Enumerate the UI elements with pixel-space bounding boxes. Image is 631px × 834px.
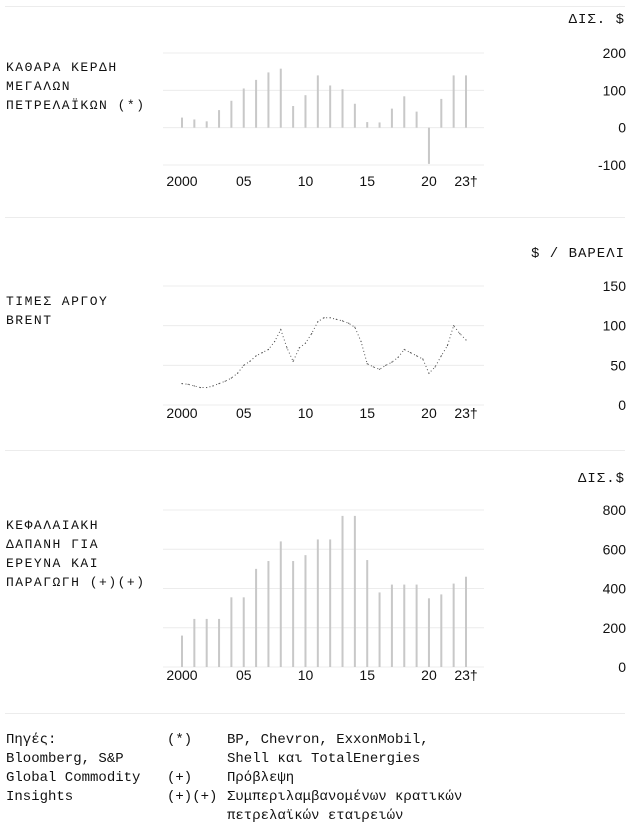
note-marker: (+)(+)	[167, 789, 218, 805]
chart-title: ΤΙΜΕΣ ΑΡΓΟΥ BRENT	[6, 294, 109, 328]
x-tick-label: 20	[421, 667, 437, 683]
bar	[292, 561, 294, 667]
x-tick-label: 2000	[166, 667, 198, 683]
y-tick-label: 0	[618, 119, 626, 136]
bar	[342, 516, 344, 667]
y-tick-label: 100	[602, 317, 626, 334]
x-tick-label: 23†	[454, 173, 478, 189]
y-tick-label: 0	[618, 659, 626, 675]
bar	[230, 597, 232, 667]
x-tick-label: 10	[297, 173, 314, 189]
sources-text: Πηγές: Bloomberg, S&P Global Commodity Insights	[6, 732, 141, 805]
bar	[218, 619, 220, 667]
note-text: Συμπεριλαμβανομένων κρατικών πετρελαϊκών εταιρειών	[227, 789, 463, 824]
bar	[391, 585, 393, 667]
bar	[440, 594, 442, 667]
bar	[366, 560, 368, 667]
bar	[329, 539, 331, 667]
bar	[403, 585, 405, 667]
bar	[193, 619, 195, 667]
bar	[206, 619, 208, 667]
x-tick-label: 23†	[454, 667, 478, 683]
chart-unit: ΔΙΣ. $	[568, 12, 625, 28]
bar	[243, 597, 245, 667]
bar	[280, 541, 282, 667]
x-tick-label: 2000	[166, 405, 198, 421]
x-tick-label: 15	[359, 173, 376, 189]
y-tick-label: 400	[602, 580, 626, 597]
x-tick-label: 05	[235, 405, 252, 421]
bar	[379, 592, 381, 667]
chart-unit: $ / ΒΑΡΕΛΙ	[530, 246, 625, 262]
y-tick-label: 100	[602, 82, 626, 99]
x-tick-label: 10	[297, 405, 314, 421]
y-tick-label: 0	[618, 397, 626, 413]
x-tick-label: 10	[297, 667, 314, 683]
note-marker: (*)	[167, 732, 193, 748]
x-tick-label: 15	[359, 405, 376, 421]
y-tick-label: 200	[602, 45, 626, 61]
x-tick-label: 20	[421, 173, 437, 189]
y-tick-label: 150	[602, 278, 626, 294]
x-tick-label: 23†	[454, 405, 478, 421]
bar	[428, 598, 430, 667]
bar	[304, 555, 306, 667]
note-text: Πρόβλεψη	[227, 770, 295, 786]
note-marker: (+)	[167, 770, 193, 786]
x-tick-label: 15	[359, 667, 376, 683]
bar	[181, 636, 183, 667]
y-tick-label: 50	[610, 357, 626, 374]
chart-unit: ΔΙΣ.$	[577, 471, 625, 487]
bar	[453, 584, 455, 667]
bar	[416, 585, 418, 667]
y-tick-label: 600	[602, 541, 626, 558]
y-tick-label: 200	[602, 619, 626, 636]
x-tick-label: 05	[235, 667, 252, 683]
x-tick-label: 2000	[166, 173, 198, 189]
chart-title: ΚΕΦΑΛΑΙΑΚΗ ΔΑΠΑΝΗ ΓΙΑ ΕΡΕΥΝΑ ΚΑΙ ΠΑΡΑΓΩΓΗ (+)(+)	[6, 518, 146, 590]
chart-title: ΚΑΘΑΡΑ ΚΕΡΔΗ ΜΕΓΑΛΩΝ ΠΕΤΡΕΛΑΪΚΩΝ (*)	[6, 60, 146, 113]
y-tick-label: 800	[602, 502, 626, 518]
bar	[465, 577, 467, 667]
bar	[255, 569, 257, 667]
note-text: BP, Chevron, ExxonMobil, Shell και TotalEnergies	[227, 732, 429, 767]
x-tick-label: 05	[235, 173, 252, 189]
bar	[354, 516, 356, 667]
bar	[267, 561, 269, 667]
footer	[6, 731, 626, 831]
footer-divider	[5, 713, 625, 714]
y-tick-label: -100	[597, 157, 626, 173]
bar	[317, 539, 319, 667]
x-tick-label: 20	[421, 405, 437, 421]
